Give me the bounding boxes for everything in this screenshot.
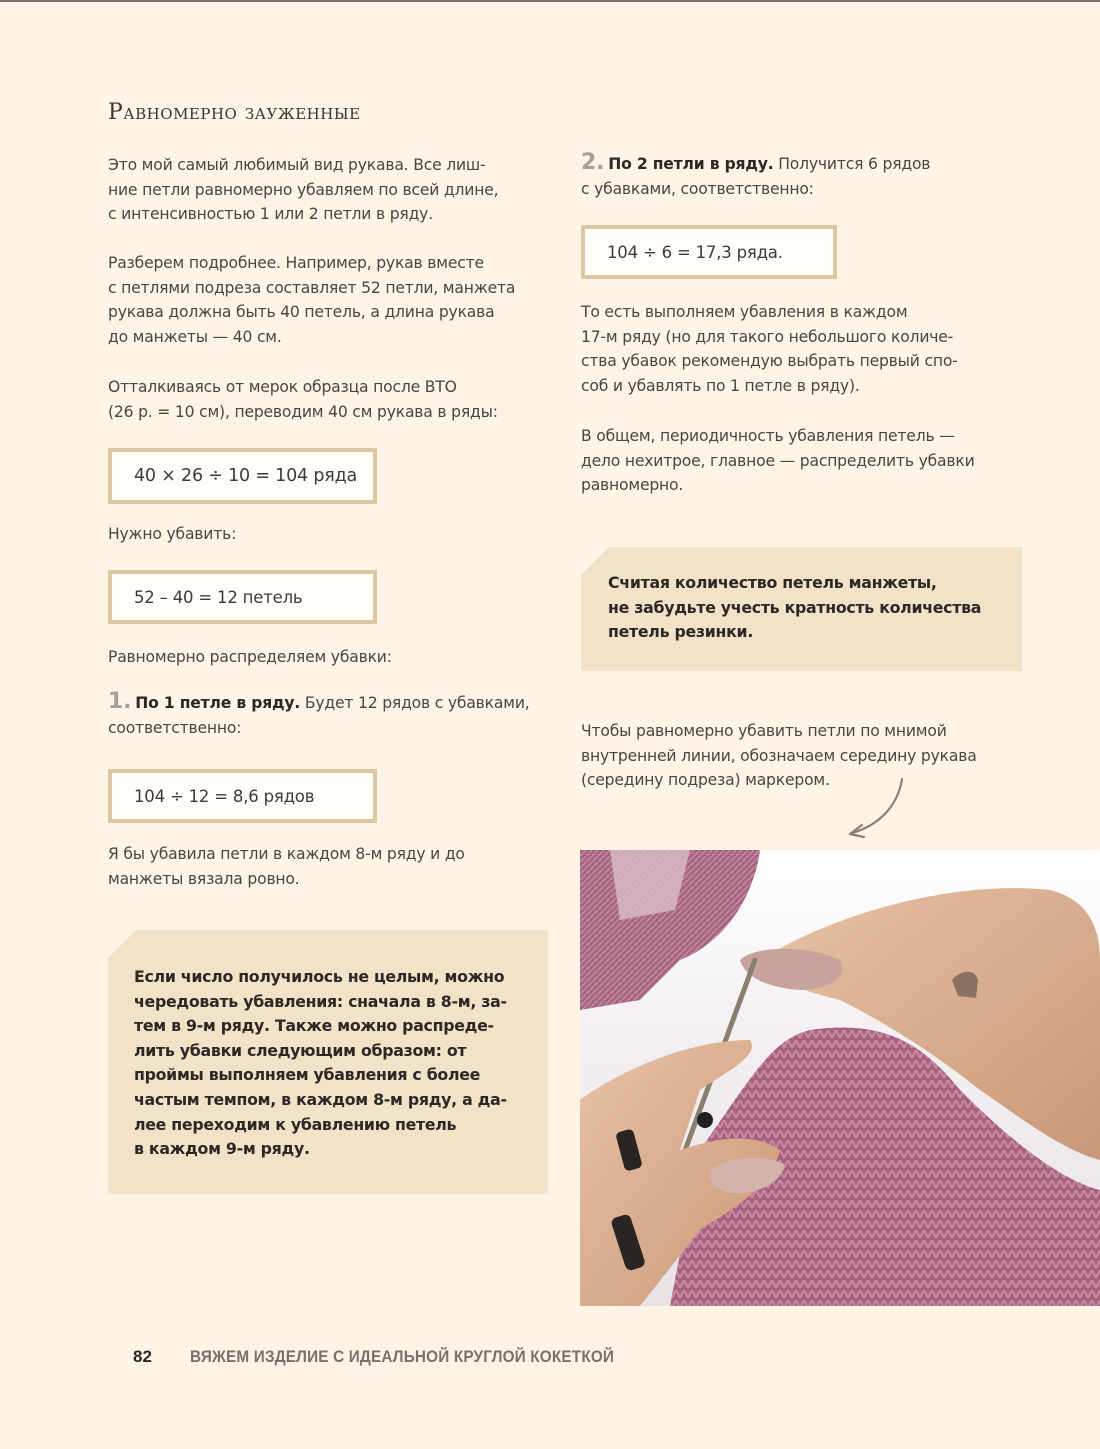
text-line: Я бы убавила петли в каждом 8-м ряду и до	[108, 845, 465, 863]
section-heading: Равномерно зауженные	[108, 100, 361, 125]
formula-text: 104 ÷ 12 = 8,6 рядов	[134, 786, 315, 806]
gauge-paragraph	[108, 375, 498, 424]
example-paragraph	[108, 251, 515, 349]
tip-callout-left-text	[134, 965, 507, 1162]
text-line: ства убавок рекомендую выбрать первый спо-	[581, 352, 958, 371]
text-line: соб и убавлять по 1 петле в ряду).	[581, 376, 860, 395]
step-text: с убавками, соответственно:	[581, 179, 814, 198]
text-line: Отталкиваясь от мерок образца после ВТО	[108, 378, 457, 396]
text-line: равномерно.	[581, 476, 684, 495]
step-2-line1	[581, 151, 930, 177]
text-line: лее переходим к убавлению петель	[134, 1114, 457, 1134]
text-line: Разберем подробнее. Например, рукав вместе	[108, 254, 484, 272]
text-line: не забудьте учесть кратность количества	[608, 597, 982, 617]
text-line: с петлями подреза составляет 52 петли, манжета	[108, 278, 516, 297]
text-line: до манжеты — 40 см.	[108, 327, 282, 346]
formula-text: 40 × 26 ÷ 10 = 104 ряда	[134, 466, 357, 486]
step-title: По 1 петле в ряду.	[135, 694, 301, 712]
text-line: с интенсивностью 1 или 2 петли в ряду.	[108, 205, 433, 224]
text-line: лить убавки следующим образом: от	[134, 1040, 467, 1060]
stitch-marker	[697, 1112, 713, 1128]
step-number: 1.	[108, 689, 132, 714]
page-top-edge	[0, 0, 1100, 2]
step-text: Будет 12 рядов с убавками,	[300, 694, 530, 712]
text-line: рукава должна быть 40 петель, а длина рукава	[108, 303, 495, 322]
step-text: соответственно:	[108, 718, 242, 737]
formula-decrease	[108, 570, 377, 624]
text-line: Это мой самый любимый вид рукава. Все лиш-	[108, 156, 486, 174]
tip-callout-right-text	[608, 571, 981, 645]
step-1-line1	[108, 690, 530, 716]
text-line: частым темпом, в каждом 8-м ряду, а да-	[134, 1089, 507, 1109]
text-line: (26 р. = 10 см), переводим 40 см рукава в ряды:	[108, 402, 498, 421]
intro-paragraph	[108, 153, 498, 227]
knitting-photo	[580, 850, 1100, 1306]
need-decrease-label: Нужно убавить:	[108, 525, 237, 543]
page-number: 82	[133, 1347, 152, 1366]
formula-step1	[108, 769, 377, 823]
step-2	[581, 151, 930, 201]
text-line: 17-м ряду (но для такого небольшого количе-	[581, 327, 954, 346]
text-line: тем в 9-м ряду. Также можно распреде-	[134, 1016, 494, 1036]
text-line: дело нехитрое, главное — распределить убавки	[581, 451, 975, 470]
text-line: Если число получилось не целым, можно	[134, 967, 505, 986]
marker-note	[581, 719, 977, 793]
text-line: в каждом 9-м ряду.	[134, 1139, 310, 1159]
yarn-balls	[580, 850, 760, 1010]
text-line: чередовать убавления: сначала в 8-м, за-	[134, 991, 507, 1011]
formula-text: 104 ÷ 6 = 17,3 ряда.	[607, 242, 783, 262]
text-line: манжеты вязала ровно.	[108, 869, 300, 888]
formula-text: 52 – 40 = 12 петель	[134, 587, 303, 607]
distribute-label: Равномерно распределяем убавки:	[108, 648, 392, 666]
summary-paragraph	[581, 424, 975, 498]
text-line: В общем, периодичность убавления петель —	[581, 427, 955, 445]
explanation-paragraph	[581, 300, 958, 398]
text-line: Чтобы равномерно убавить петли по мнимой	[581, 722, 947, 740]
pointer-arrow-icon	[840, 775, 910, 840]
step-title: По 2 петли в ряду.	[608, 155, 774, 173]
formula-rows	[108, 448, 377, 504]
text-line: Считая количество петель манжеты,	[608, 573, 937, 592]
chapter-title: ВЯЖЕМ ИЗДЕЛИЕ С ИДЕАЛЬНОЙ КРУГЛОЙ КОКЕТКОЙ	[190, 1347, 615, 1366]
formula-step2	[581, 225, 837, 279]
text-line: То есть выполняем убавления в каждом	[581, 303, 908, 321]
step-1	[108, 690, 530, 740]
step-text: Получится 6 рядов	[773, 155, 931, 173]
text-line: (середину подреза) маркером.	[581, 771, 830, 790]
text-line: проймы выполняем убавления с более	[134, 1065, 481, 1085]
step-number: 2.	[581, 150, 605, 175]
text-line: ние петли равномерно убавляем по всей длине,	[108, 180, 499, 199]
knitting-illustration	[580, 850, 1100, 1306]
text-line: петель резинки.	[608, 622, 754, 642]
conclusion-paragraph	[108, 842, 465, 891]
text-line: внутренней линии, обозначаем середину рукава	[581, 746, 977, 765]
